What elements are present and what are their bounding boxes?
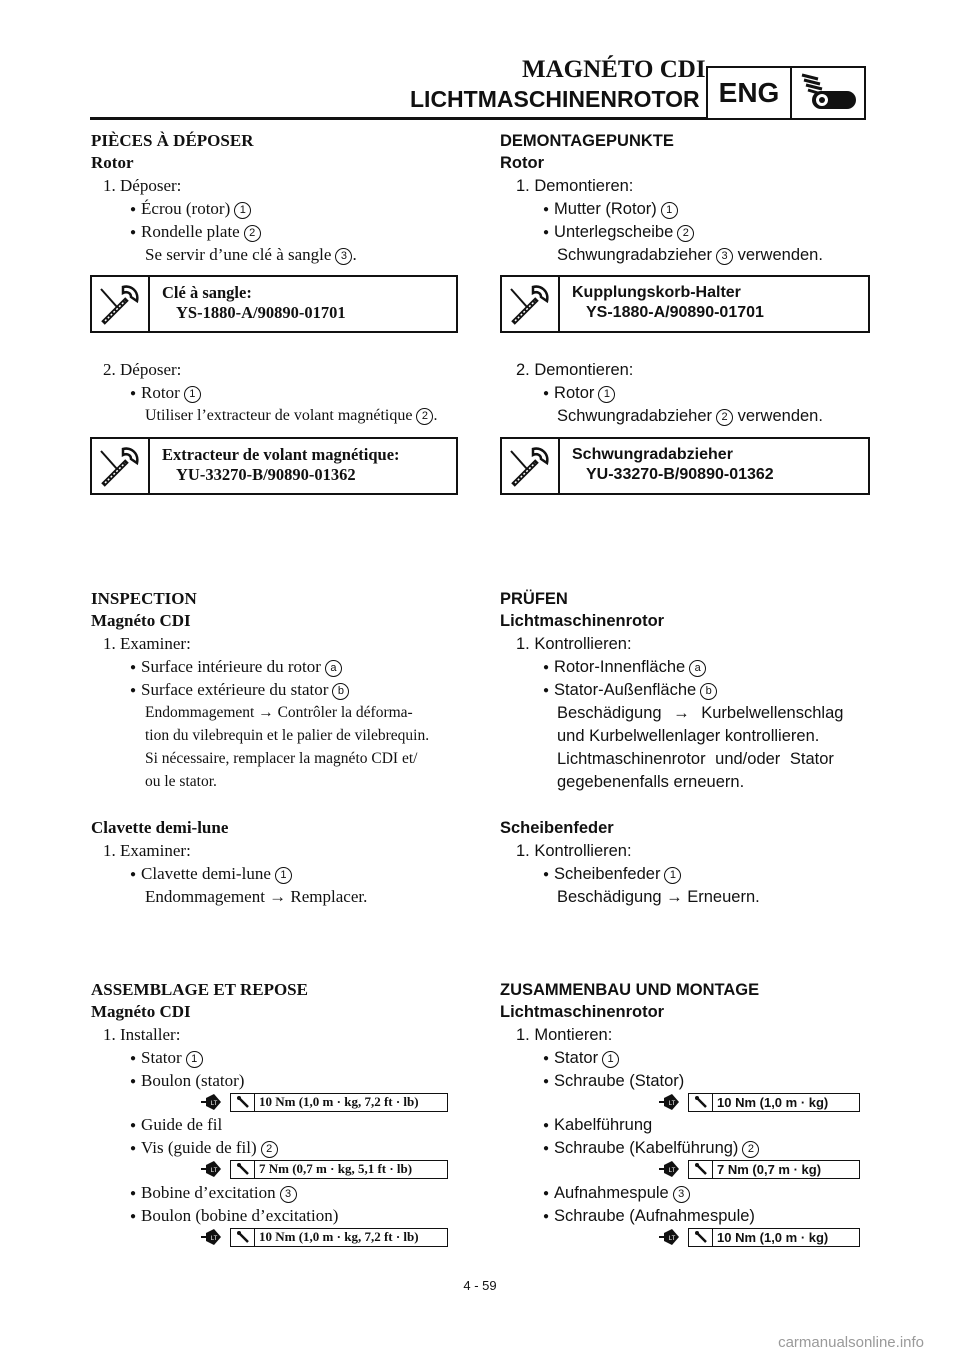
note-text: Schwungradabzieher: [557, 407, 713, 425]
right-s1-sub: Rotor: [500, 154, 544, 172]
page-title-fr: MAGNÉTO CDI: [522, 56, 706, 83]
watermark: carmanualsonline.info: [778, 1334, 924, 1351]
right-s2-sub: Lichtmaschinenrotor: [500, 612, 665, 630]
right-s1-heading: DEMONTAGEPUNKTE: [500, 132, 674, 150]
right-s4-heading: ZUSAMMENBAU UND MONTAGE: [500, 981, 760, 999]
callout-2: 2: [244, 225, 261, 242]
lt-label: LT: [668, 1236, 676, 1242]
torque-value: 10 Nm (1,0 m · kg): [717, 1094, 829, 1110]
left-tool-box-1: [90, 275, 458, 333]
torque-value: 10 Nm (1,0 m · kg, 7,2 ft · lb): [259, 1229, 419, 1244]
callout-1: 1: [275, 867, 292, 884]
special-tool-icon: [502, 439, 560, 493]
right-torque-spec-1: [658, 1092, 860, 1112]
left-torque-spec-3: [200, 1227, 448, 1247]
left-s1-sub: Rotor: [91, 153, 134, 172]
special-tool-icon: [502, 277, 560, 331]
left-s1-item: [130, 221, 261, 246]
item-text: Clavette demi-lune: [141, 864, 271, 883]
lt-label: LT: [668, 1168, 676, 1174]
callout-3: 3: [716, 248, 733, 265]
right-s2-text: gegebenenfalls erneuern.: [557, 773, 745, 791]
left-s2-text: Si nécessaire, remplacer la magnéto CDI et/: [145, 750, 418, 767]
locktite-icon: [200, 1159, 222, 1179]
locktite-icon: [658, 1092, 680, 1112]
item-text: Rondelle plate: [141, 222, 240, 241]
left-s1-step1: 1. Déposer:: [103, 176, 182, 195]
right-s4-item: [543, 1114, 652, 1139]
tool-name: Extracteur de volant magnétique:: [162, 445, 400, 464]
callout-2: 2: [677, 225, 694, 242]
lt-label: LT: [210, 1101, 218, 1107]
left-torque-spec-2: [200, 1159, 448, 1179]
engine-spring-icon: [792, 68, 864, 118]
right-tool-box-2: [500, 437, 870, 495]
note-text: Utiliser l’extracteur de volant magnétique: [145, 407, 413, 424]
left-s2-item: [130, 679, 349, 704]
left-s4-item: [130, 1182, 297, 1207]
torque-wrench-icon: [689, 1161, 713, 1178]
left-s3-step1: 1. Examiner:: [103, 841, 191, 860]
item-text: Scheibenfeder: [554, 865, 661, 883]
torque-wrench-icon: [231, 1094, 255, 1111]
torque-box: [230, 1160, 448, 1179]
right-s3-sub: Scheibenfeder: [500, 819, 614, 837]
torque-wrench-icon: [689, 1094, 713, 1111]
callout-3: 3: [335, 248, 352, 265]
callout-1: 1: [664, 867, 681, 884]
tool-text: [572, 445, 774, 485]
torque-box: [688, 1228, 860, 1247]
torque-box: [688, 1160, 860, 1179]
note-text: Schwungradabzieher: [557, 246, 713, 264]
right-s2-heading: PRÜFEN: [500, 590, 568, 608]
right-s3-step1: 1. Kontrollieren:: [516, 842, 632, 860]
item-text: Surface extérieure du stator: [141, 680, 329, 699]
callout-b: b: [700, 683, 717, 700]
callout-2: 2: [261, 1141, 278, 1158]
locktite-icon: [200, 1227, 222, 1247]
item-text: Rotor-Innenfläche: [554, 658, 686, 676]
torque-value: 7 Nm (0,7 m · kg): [717, 1161, 822, 1177]
right-torque-spec-3: [658, 1227, 860, 1247]
locktite-icon: [200, 1092, 222, 1112]
right-s2-text: Lichtmaschinenrotor und/oder Stator: [557, 750, 834, 768]
tool-text: [572, 283, 764, 323]
callout-1: 1: [598, 386, 615, 403]
left-s2-step1: 1. Examiner:: [103, 634, 191, 653]
item-text: Mutter (Rotor): [554, 200, 657, 218]
right-s2-step1: 1. Kontrollieren:: [516, 635, 632, 653]
left-s3-sub: Clavette demi-lune: [91, 818, 229, 837]
note-suffix: verwenden.: [737, 246, 823, 264]
left-s2-text: ou le stator.: [145, 773, 217, 790]
item-text: Guide de fil: [141, 1115, 223, 1134]
tool-text: [162, 445, 400, 485]
note-text: Se servir d’une clé à sangle: [145, 245, 332, 264]
tool-text: [162, 283, 346, 323]
callout-1: 1: [184, 386, 201, 403]
header-rule: [90, 117, 706, 120]
torque-box: [230, 1093, 448, 1112]
right-s4-step1: 1. Montieren:: [516, 1026, 613, 1044]
left-s1-item: [130, 382, 201, 407]
right-s3-item: [543, 863, 681, 888]
right-s1-step1: 1. Demontieren:: [516, 177, 634, 195]
right-s4-item: [543, 1182, 690, 1207]
item-text: Unterlegscheibe: [554, 223, 674, 241]
special-tool-icon: [92, 277, 150, 331]
locktite-icon: [658, 1227, 680, 1247]
item-text: Stator-Außenfläche: [554, 681, 697, 699]
right-tool-box-1: [500, 275, 870, 333]
item-text: Écrou (rotor): [141, 199, 231, 218]
torque-wrench-icon: [231, 1229, 255, 1246]
right-s1-step2: 2. Demontieren:: [516, 361, 634, 379]
page-number: 4 - 59: [463, 1278, 497, 1293]
callout-2: 2: [416, 408, 433, 425]
right-s1-item: [543, 198, 678, 223]
item-text: Boulon (stator): [141, 1071, 245, 1090]
item-text: Aufnahmespule: [554, 1184, 669, 1202]
left-s4-item: [130, 1114, 222, 1139]
callout-1: 1: [186, 1051, 203, 1068]
item-text: Schraube (Aufnahmespule): [554, 1207, 755, 1225]
torque-value: 10 Nm (1,0 m · kg, 7,2 ft · lb): [259, 1094, 419, 1109]
section-badge: [706, 66, 866, 120]
left-s2-heading: INSPECTION: [91, 589, 197, 608]
item-text: Schraube (Kabelführung): [554, 1139, 739, 1157]
callout-a: a: [325, 660, 342, 677]
callout-3: 3: [673, 1186, 690, 1203]
tool-name: Clé à sangle:: [162, 283, 252, 302]
torque-wrench-icon: [231, 1161, 255, 1178]
tool-number: YU-33270-B/90890-01362: [586, 466, 774, 483]
eng-label: ENG: [708, 68, 792, 118]
right-s1-item: [543, 221, 694, 246]
item-text: Stator: [554, 1049, 599, 1067]
callout-1: 1: [661, 202, 678, 219]
item-text: Stator: [141, 1048, 182, 1067]
special-tool-icon: [92, 439, 150, 493]
item-text: Rotor: [141, 383, 180, 402]
left-s1-item: [130, 198, 251, 223]
left-s2-item: [130, 656, 342, 681]
right-s4-item: [543, 1047, 619, 1072]
right-s1-note2: [557, 405, 823, 427]
right-s2-text: Beschädigung → Kurbelwellenschlag: [557, 704, 844, 722]
item-text: Vis (guide de fil): [141, 1138, 257, 1157]
item-text: Surface intérieure du rotor: [141, 657, 321, 676]
left-s1-heading: PIÈCES À DÉPOSER: [91, 131, 254, 150]
left-s2-text: Endommagement → Contrôler la déforma-: [145, 704, 413, 721]
item-text: Schraube (Stator): [554, 1072, 685, 1090]
callout-a: a: [689, 660, 706, 677]
torque-box: [230, 1228, 448, 1247]
callout-2: 2: [742, 1141, 759, 1158]
left-s4-heading: ASSEMBLAGE ET REPOSE: [91, 980, 308, 999]
item-text: Bobine d’excitation: [141, 1183, 276, 1202]
right-s4-sub: Lichtmaschinenrotor: [500, 1003, 665, 1021]
left-s3-item: [130, 863, 292, 888]
callout-1: 1: [234, 202, 251, 219]
right-s1-item: [543, 382, 615, 407]
callout-b: b: [332, 683, 349, 700]
page-title-de: LICHTMASCHINENROTOR: [410, 86, 700, 112]
tool-name: Schwungradabzieher: [572, 446, 733, 463]
left-s1-step2: 2. Déposer:: [103, 360, 182, 379]
left-s3-text: Endommagement → Remplacer.: [145, 887, 368, 906]
tool-number: YS-1880-A/90890-01701: [176, 303, 346, 322]
lt-label: LT: [668, 1101, 676, 1107]
tool-number: YS-1880-A/90890-01701: [586, 304, 764, 321]
right-s2-item: [543, 656, 706, 681]
locktite-icon: [658, 1159, 680, 1179]
right-torque-spec-2: [658, 1159, 860, 1179]
right-s1-note: [557, 244, 823, 266]
left-s4-sub: Magnéto CDI: [91, 1002, 191, 1021]
right-s2-item: [543, 679, 717, 704]
left-s4-step1: 1. Installer:: [103, 1025, 181, 1044]
left-torque-spec-1: [200, 1092, 448, 1112]
lt-label: LT: [210, 1168, 218, 1174]
torque-wrench-icon: [689, 1229, 713, 1246]
callout-2: 2: [716, 409, 733, 426]
left-s2-text: tion du vilebrequin et le palier de vilebrequin.: [145, 727, 430, 744]
left-s2-sub: Magnéto CDI: [91, 611, 191, 630]
left-s1-note: Se servir d’une clé à sangle 3 .: [145, 245, 357, 264]
tool-name: Kupplungskorb-Halter: [572, 284, 741, 301]
right-s3-text: Beschädigung → Erneuern.: [557, 888, 760, 906]
left-tool-box-2: [90, 437, 458, 495]
callout-1: 1: [602, 1051, 619, 1068]
lt-label: LT: [210, 1236, 218, 1242]
torque-box: [688, 1093, 860, 1112]
tool-number: YU-33270-B/90890-01362: [176, 465, 356, 484]
item-text: Rotor: [554, 384, 595, 402]
right-s2-text: und Kurbelwellenlager kontrollieren.: [557, 727, 820, 745]
callout-3: 3: [280, 1186, 297, 1203]
torque-value: 10 Nm (1,0 m · kg): [717, 1229, 829, 1245]
item-text: Boulon (bobine d’excitation): [141, 1206, 339, 1225]
torque-value: 7 Nm (0,7 m · kg, 5,1 ft · lb): [259, 1161, 413, 1176]
note-suffix: verwenden.: [737, 407, 823, 425]
left-s4-item: [130, 1047, 203, 1072]
item-text: Kabelführung: [554, 1116, 653, 1134]
left-s1-note2: Utiliser l’extracteur de volant magnétique 2 .: [145, 407, 438, 424]
